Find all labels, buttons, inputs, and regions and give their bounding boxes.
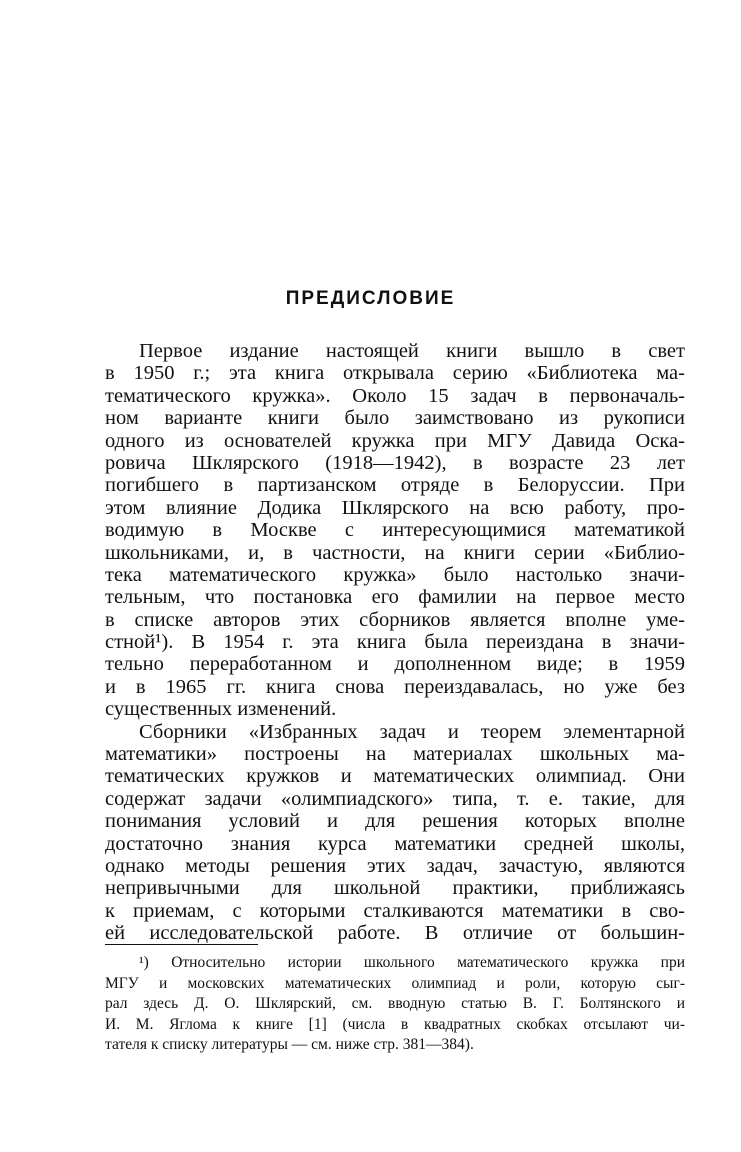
text-line: стной¹). В 1954 г. эта книга была переиздана в значи-: [105, 631, 685, 654]
footnote-line: ¹) Относительно истории школьного математического кружка при: [139, 954, 685, 971]
text-line: существенных изменений.: [105, 698, 337, 721]
text-line: в 1950 г.; эта книга открывала серию «Библиотека ма-: [105, 362, 685, 385]
footnote-line: тателя к списку литературы — см. ниже стр. 381—384).: [105, 1036, 474, 1053]
text-line: тельным, что постановка его фамилии на первое место: [105, 586, 685, 609]
page-title: ПРЕДИСЛОВИЕ: [285, 288, 456, 309]
text-line: тека математического кружка» было настолько значи-: [105, 563, 685, 586]
text-line: понимания условий и для решения которых вполне: [105, 810, 685, 833]
footnote: [105, 953, 685, 1056]
text-line: и в 1965 гг. книга снова переиздавалась, но уже без: [105, 675, 685, 698]
text-line: в списке авторов этих сборников является вполне уме-: [105, 608, 685, 631]
text-line: содержат задачи «олимпиадского» типа, т. е. такие, для: [105, 787, 685, 810]
footnote-line: И. М. Яглома к книге [1] (числа в квадратных скобках отсылают чи-: [105, 1015, 685, 1033]
text-line: достаточно знания курса математики средней школы,: [105, 832, 685, 855]
text-line: тельно переработанном и дополненном виде; в 1959: [105, 653, 685, 676]
text-line: к приемам, с которыми сталкиваются математики в сво-: [105, 899, 685, 922]
text-line: математики» построены на материалах школьных ма-: [105, 743, 685, 766]
text-line: ном варианте книги было заимствовано из рукописи: [105, 407, 685, 430]
text-line: ровича Шклярского (1918—1942), в возрасте 23 лет: [105, 451, 685, 474]
text-line: школьниками, и, в частности, на книги серии «Библио-: [105, 541, 685, 564]
footnote-separator: [105, 944, 258, 945]
text-line: этом влияние Додика Шклярского на всю работу, про-: [105, 496, 685, 519]
text-line: непривычными для школьной практики, приближаясь: [105, 877, 685, 900]
text-line: Сборники «Избранных задач и теорем элементарной: [139, 720, 685, 743]
text-line: однако методы решения этих задач, зачастую, являются: [105, 854, 685, 877]
text-line: одного из основателей кружка при МГУ Давида Оска-: [105, 429, 685, 452]
footnote-line: рал здесь Д. О. Шклярский, см. вводную статью В. Г. Болтянского и: [105, 995, 685, 1012]
text-line: водимую в Москве с интересующимися математикой: [105, 519, 685, 542]
text-line: погибшего в партизанском отряде в Белоруссии. При: [105, 474, 685, 497]
text-line: Первое издание настоящей книги вышло в свет: [139, 340, 685, 362]
text-line: ей исследовательской работе. В отличие от большин-: [105, 922, 685, 945]
text-line: тематического кружка». Около 15 задач в первоначаль-: [105, 384, 685, 407]
text-line: тематических кружков и математических олимпиад. Они: [105, 765, 685, 788]
footnote-line: МГУ и московских математических олимпиад и роли, которую сыг-: [105, 974, 685, 992]
body-text: [105, 340, 685, 945]
